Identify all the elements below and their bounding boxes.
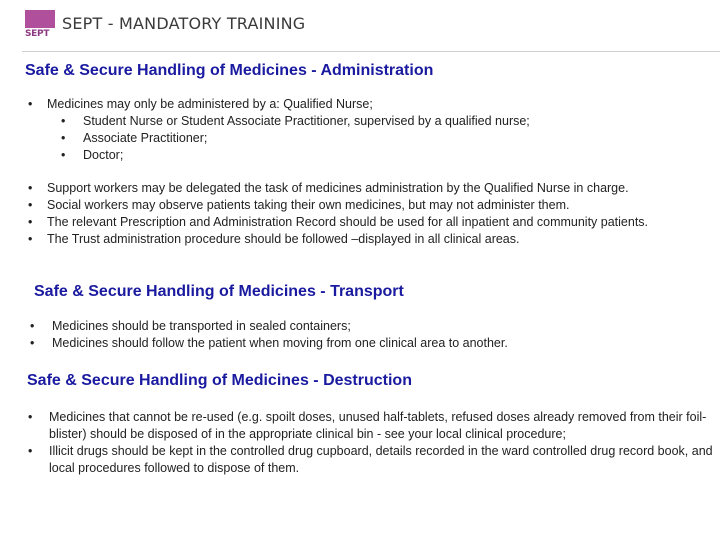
bullet: • (28, 444, 33, 458)
list-item (30, 318, 700, 335)
destruction-title: Safe & Secure Handling of Medicines - Destruction (27, 372, 412, 389)
list-item-text: The Trust administration procedure should be followed –displayed in all clinical areas. (47, 232, 520, 246)
header-title: SEPT - MANDATORY TRAINING (62, 14, 306, 33)
administration-intro: Medicines may only be administered by a: Qualified Nurse; (47, 97, 373, 111)
header-divider (22, 51, 720, 52)
bullet: • (28, 232, 33, 246)
list-item-text: Social workers may observe patients taking their own medicines, but may not administer them. (47, 198, 570, 212)
sub-list-item (61, 113, 708, 130)
list-item-text: Support workers may be delegated the task of medicines administration by the Qualified Nurse in charge. (47, 181, 629, 195)
bullet: • (28, 97, 33, 111)
bullet: • (30, 319, 35, 333)
header (0, 0, 720, 52)
administration-sub-list (61, 113, 708, 164)
list-item-text: Medicines should follow the patient when moving from one clinical area to another. (52, 336, 508, 350)
logo-text: SEPT (25, 29, 50, 39)
list-item-text: The relevant Prescription and Administration Record should be used for all inpatient and community patients. (47, 215, 649, 229)
administration-list (28, 180, 708, 248)
list-item-text: Medicines that cannot be re-used (e.g. spoilt doses, unused half-tablets, refused doses already removed from their foil-blister) should be disposed of in the appropriate clinical bin - see your local clinical procedure; (49, 410, 707, 441)
bullet: • (28, 181, 33, 195)
sub-list-item (61, 130, 708, 147)
list-item (28, 96, 708, 164)
transport-list (30, 318, 700, 352)
bullet: • (61, 114, 66, 128)
list-item (28, 231, 708, 248)
sub-item-text: Student Nurse or Student Associate Practitioner, supervised by a qualified nurse; (83, 114, 530, 128)
list-item (30, 335, 700, 352)
logo-block (25, 10, 55, 28)
sub-item-text: Doctor; (83, 148, 124, 162)
sub-list-item (61, 147, 708, 164)
bullet: • (28, 215, 33, 229)
list-item (28, 409, 718, 443)
list-item (28, 197, 708, 214)
bullet: • (28, 410, 33, 424)
transport-title: Safe & Secure Handling of Medicines - Transport (34, 283, 404, 300)
bullet: • (30, 336, 35, 350)
bullet: • (61, 131, 66, 145)
list-item-text: Medicines should be transported in sealed containers; (52, 319, 351, 333)
list-item (28, 443, 718, 477)
sub-item-text: Associate Practitioner; (83, 131, 208, 145)
sept-logo (25, 10, 55, 40)
bullet: • (28, 198, 33, 212)
list-item (28, 180, 708, 197)
bullet: • (61, 148, 66, 162)
list-item (28, 214, 708, 231)
administration-intro-list (28, 96, 708, 164)
list-item-text: Illicit drugs should be kept in the controlled drug cupboard, details recorded in the ward controlled drug record book, and local procedures followed to dispose of them. (49, 444, 713, 475)
administration-title: Safe & Secure Handling of Medicines - Administration (25, 62, 434, 79)
destruction-list (28, 409, 718, 477)
